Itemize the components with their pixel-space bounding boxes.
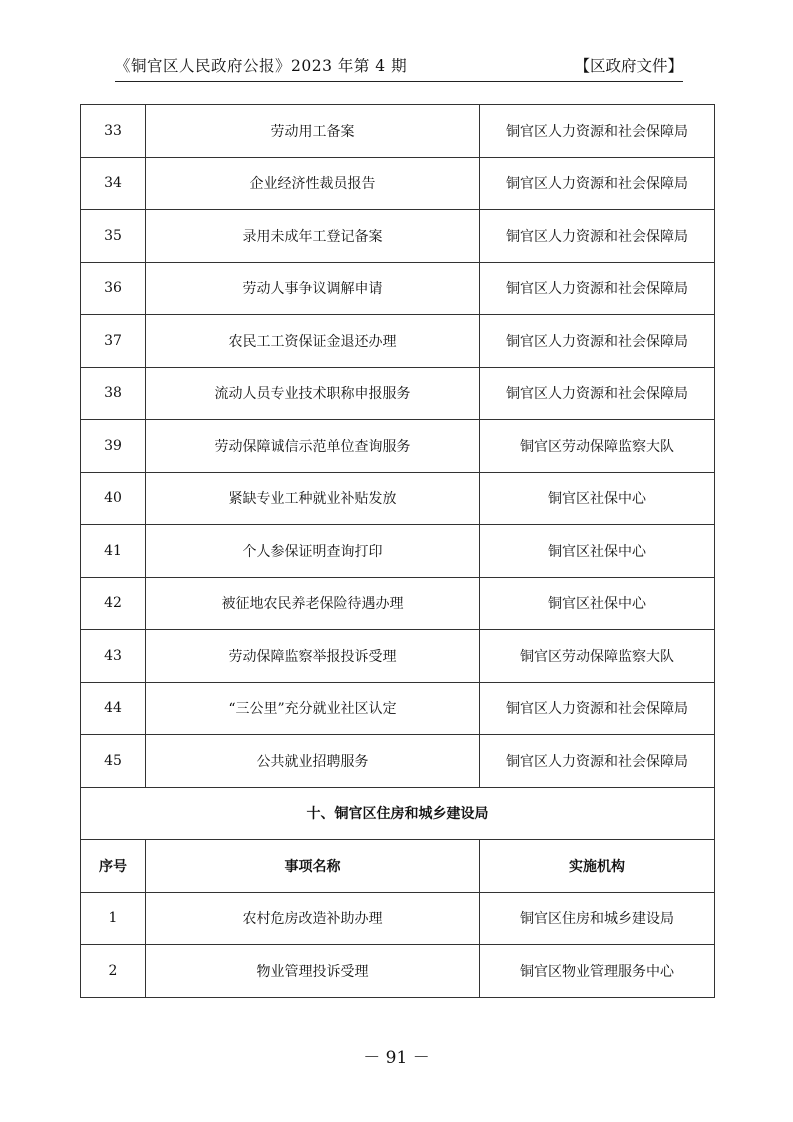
cell-agency: 铜官区人力资源和社会保障局 (480, 105, 715, 158)
cell-item-name: 企业经济性裁员报告 (146, 157, 480, 210)
cell-agency: 铜官区社保中心 (480, 577, 715, 630)
column-header-row (81, 840, 715, 893)
table-row (81, 420, 715, 473)
cell-item-name: 劳动人事争议调解申请 (146, 262, 480, 315)
cell-item-name: 农民工工资保证金退还办理 (146, 315, 480, 368)
cell-item-name: 农村危房改造补助办理 (146, 892, 480, 945)
cell-number: 2 (81, 945, 146, 998)
table-body-continued (81, 105, 715, 788)
cell-number: 34 (81, 157, 146, 210)
cell-agency: 铜官区人力资源和社会保障局 (480, 157, 715, 210)
cell-number: 41 (81, 525, 146, 578)
column-header-name: 事项名称 (146, 840, 480, 893)
cell-number: 44 (81, 682, 146, 735)
column-header-org: 实施机构 (480, 840, 715, 893)
cell-number: 33 (81, 105, 146, 158)
document-category-tag: 【区政府文件】 (574, 57, 683, 75)
table-row (81, 262, 715, 315)
cell-number: 42 (81, 577, 146, 630)
cell-agency: 铜官区社保中心 (480, 472, 715, 525)
table-row (81, 525, 715, 578)
cell-item-name: 紧缺专业工种就业补贴发放 (146, 472, 480, 525)
cell-number: 39 (81, 420, 146, 473)
table-row (81, 892, 715, 945)
cell-agency: 铜官区劳动保障监察大队 (480, 420, 715, 473)
cell-number: 36 (81, 262, 146, 315)
cell-number: 43 (81, 630, 146, 683)
section-row (81, 787, 715, 840)
cell-item-name: 流动人员专业技术职称申报服务 (146, 367, 480, 420)
cell-item-name: 个人参保证明查询打印 (146, 525, 480, 578)
cell-agency: 铜官区人力资源和社会保障局 (480, 210, 715, 263)
cell-number: 1 (81, 892, 146, 945)
page-header (115, 54, 683, 80)
cell-agency: 铜官区住房和城乡建设局 (480, 892, 715, 945)
table-body-section (81, 892, 715, 997)
cell-agency: 铜官区人力资源和社会保障局 (480, 735, 715, 788)
cell-agency: 铜官区社保中心 (480, 525, 715, 578)
section-title: 十、铜官区住房和城乡建设局 (81, 787, 715, 840)
table-row (81, 367, 715, 420)
page-number: － 91 － (363, 1048, 430, 1068)
cell-number: 40 (81, 472, 146, 525)
cell-number: 35 (81, 210, 146, 263)
cell-item-name: 劳动保障诚信示范单位查询服务 (146, 420, 480, 473)
table-row (81, 105, 715, 158)
cell-agency: 铜官区劳动保障监察大队 (480, 630, 715, 683)
cell-agency: 铜官区物业管理服务中心 (480, 945, 715, 998)
cell-item-name: 物业管理投诉受理 (146, 945, 480, 998)
cell-item-name: 被征地农民养老保险待遇办理 (146, 577, 480, 630)
table-row (81, 945, 715, 998)
cell-agency: 铜官区人力资源和社会保障局 (480, 315, 715, 368)
cell-number: 45 (81, 735, 146, 788)
cell-item-name: 录用未成年工登记备案 (146, 210, 480, 263)
table-row (81, 630, 715, 683)
cell-item-name: 公共就业招聘服务 (146, 735, 480, 788)
bulletin-title: 《铜官区人民政府公报》2023 年第 4 期 (115, 57, 408, 75)
table-row (81, 315, 715, 368)
column-header-no: 序号 (81, 840, 146, 893)
service-items-table (80, 104, 715, 998)
header-divider (115, 81, 683, 82)
table-row (81, 735, 715, 788)
table-row (81, 157, 715, 210)
table-row (81, 210, 715, 263)
table-row (81, 472, 715, 525)
cell-number: 37 (81, 315, 146, 368)
cell-item-name: 劳动保障监察举报投诉受理 (146, 630, 480, 683)
cell-agency: 铜官区人力资源和社会保障局 (480, 367, 715, 420)
table-row (81, 682, 715, 735)
cell-item-name: 劳动用工备案 (146, 105, 480, 158)
cell-number: 38 (81, 367, 146, 420)
cell-item-name: “三公里”充分就业社区认定 (146, 682, 480, 735)
section-block (81, 787, 715, 892)
table-row (81, 577, 715, 630)
cell-agency: 铜官区人力资源和社会保障局 (480, 682, 715, 735)
cell-agency: 铜官区人力资源和社会保障局 (480, 262, 715, 315)
